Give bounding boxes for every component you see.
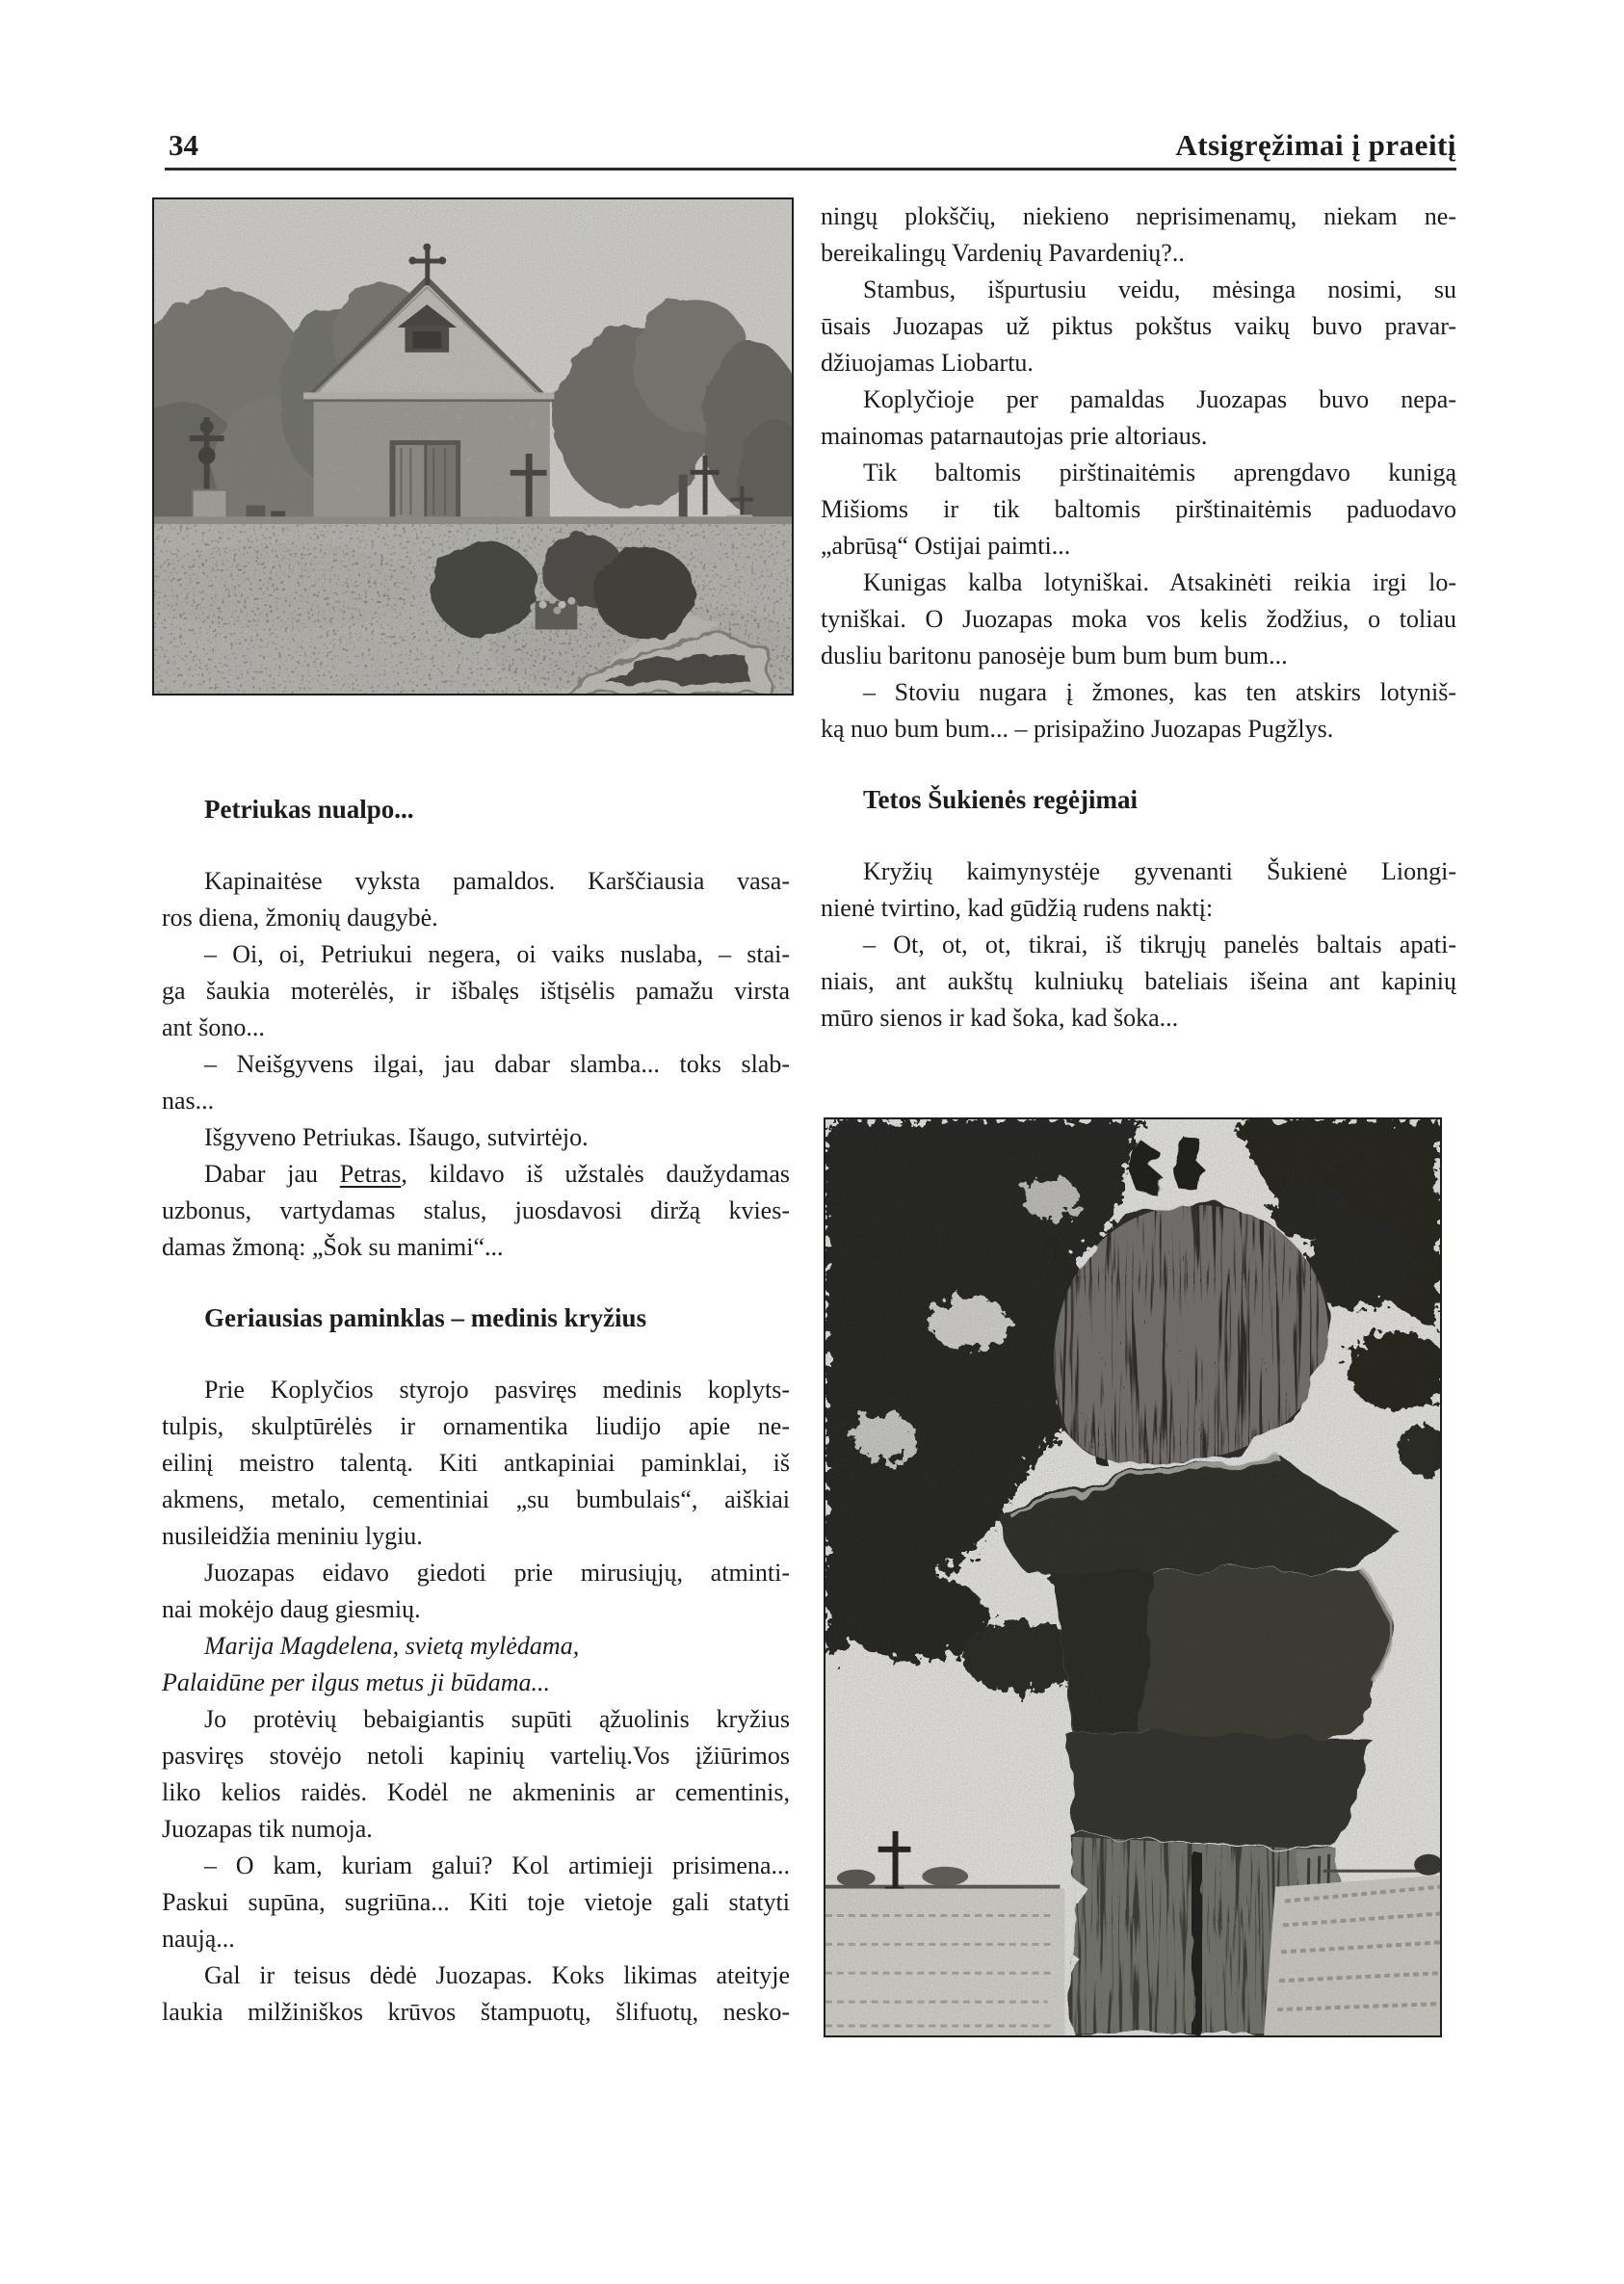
- section-heading: Geriausias paminklas – medinis kryžius: [204, 1303, 647, 1332]
- text-line: Koplyčioje per pamaldas Juozapas buvo nepa-: [863, 385, 1456, 413]
- text-line: Išgyveno Petriukas. Išaugo, sutvirtėjo.: [204, 1123, 589, 1151]
- text-line: Jo protėvių bebaigiantis supūti ąžuolinis kryžius: [204, 1705, 790, 1733]
- right-column: [821, 198, 1456, 1037]
- text-line: naują...: [162, 1925, 235, 1953]
- text-line: Juozapas tik numoja.: [162, 1815, 373, 1843]
- text-line: pasviręs stovėjo netoli kapinių vartelių.Vos įžiūrimos: [162, 1742, 790, 1770]
- page-number: 34: [169, 128, 198, 162]
- text-line: nusileidžia meniniu lygiu.: [162, 1522, 423, 1550]
- text-line: Tik baltomis pirštinaitėmis aprengdavo kunigą: [863, 459, 1456, 486]
- text-line: mūro sienos ir kad šoka, kad šoka...: [821, 1004, 1179, 1032]
- film-grain: [825, 1119, 1440, 2035]
- text-line: nas...: [162, 1087, 215, 1115]
- text-line: tyniškai. O Juozapas moka vos kelis žodžius, o toliau: [821, 605, 1456, 633]
- running-title: Atsigręžimai į praeitį: [1175, 128, 1456, 162]
- text-line: Juozapas eidavo giedoti prie mirusiųjų, atminti-: [204, 1559, 790, 1587]
- text-line: Gal ir teisus dėdė Juozapas. Koks likimas ateityje: [204, 1961, 790, 1989]
- text-line: ant šono...: [162, 1013, 265, 1041]
- chapel-cemetery-photo: [152, 197, 794, 696]
- text-line: bereikalingų Vardenių Pavardenių?..: [821, 239, 1185, 267]
- text-line: mainomas patarnautojas prie altoriaus.: [821, 422, 1208, 450]
- section-heading: Tetos Šukienės regėjimai: [863, 785, 1139, 814]
- text-line: [162, 1156, 790, 1193]
- text-line: nai mokėjo daug giesmių.: [162, 1595, 421, 1623]
- text-line: damas žmoną: „Šok su manimi“...: [162, 1233, 504, 1261]
- text-line: eilinį meistro talentą. Kiti antkapiniai paminklai, iš: [162, 1449, 790, 1477]
- text-line: Kapinaitėse vyksta pamaldos. Karščiausia vasa-: [204, 867, 790, 895]
- text-line: dusliu baritonu panosėje bum bum bum bum...: [821, 642, 1288, 669]
- text-line: Kunigas kalba lotyniškai. Atsakinėti reikia irgi lo-: [863, 568, 1456, 596]
- chapel-illustration: [154, 199, 792, 694]
- text-line: akmens, metalo, cementiniai „su bumbulais“, aiškiai: [162, 1485, 790, 1513]
- text-line: – Stoviu nugara į žmones, kas ten atskirs lotyniš-: [863, 678, 1456, 706]
- text-line: tulpis, skulptūrėlės ir ornamentika liudijo apie ne-: [162, 1412, 790, 1440]
- text-line: Kryžių kaimynystėje gyvenanti Šukienė Liongi-: [863, 857, 1456, 885]
- underlined-name: Petras: [339, 1160, 402, 1188]
- text-line: Paskui supūna, sugriūna... Kiti toje vietoje gali statyti: [162, 1888, 790, 1916]
- section-heading: Petriukas nualpo...: [204, 795, 414, 824]
- text-line: ūsais Juozapas už piktus pokštus vaikų buvo pravar-: [821, 312, 1456, 340]
- text-line: ros diena, žmonių daugybė.: [162, 904, 438, 932]
- text-segment: , kildavo iš užstalės daužydamas: [401, 1160, 790, 1188]
- film-grain: [154, 199, 792, 694]
- text-line: ga šaukia moterėlės, ir išbalęs ištįsėlis pamažu virsta: [162, 977, 790, 1005]
- text-line: laukia milžiniškos krūvos štampuotų, šlifuotų, nesko-: [162, 1998, 790, 2026]
- text-line: Palaidūne per ilgus metus ji būdama...: [162, 1668, 550, 1696]
- left-column: [162, 791, 790, 2031]
- text-segment: Dabar jau: [204, 1160, 340, 1188]
- text-line: niais, ant aukštų kulniukų bateliais išeina ant kapinių: [821, 967, 1456, 995]
- text-line: Marija Magdelena, svietą mylėdama,: [204, 1632, 580, 1660]
- text-line: nienė tvirtino, kad gūdžią rudens naktį:: [821, 894, 1214, 922]
- text-line: Stambus, išpurtusiu veidu, mėsinga nosimi, su: [863, 276, 1456, 303]
- wooden-cross-illustration: [825, 1119, 1440, 2035]
- wooden-cross-photo: [824, 1117, 1442, 2037]
- text-line: „abrūsą“ Ostijai paimti...: [821, 532, 1071, 560]
- text-line: Mišioms ir tik baltomis pirštinaitėmis paduodavo: [821, 495, 1456, 523]
- text-line: uzbonus, vartydamas stalus, juosdavosi diržą kvies-: [162, 1196, 790, 1224]
- header-rule: [165, 168, 1456, 171]
- text-line: ningų plokščių, niekieno neprisimenamų, niekam ne-: [821, 202, 1456, 230]
- text-line: ką nuo bum bum... – prisipažino Juozapas Pugžlys.: [821, 715, 1334, 743]
- text-line: – O kam, kuriam galui? Kol artimieji prisimena...: [204, 1851, 790, 1879]
- text-line: Prie Koplyčios styrojo pasviręs medinis koplyts-: [204, 1376, 790, 1404]
- text-line: liko kelios raidės. Kodėl ne akmeninis ar cementinis,: [162, 1778, 790, 1806]
- text-line: – Neišgyvens ilgai, jau dabar slamba... toks slab-: [204, 1050, 790, 1078]
- text-line: – Ot, ot, ot, tikrai, iš tikrųjų panelės baltais apati-: [863, 931, 1456, 958]
- text-line: – Oi, oi, Petriukui negera, oi vaiks nuslaba, – stai-: [204, 940, 790, 968]
- text-line: džiuojamas Liobartu.: [821, 349, 1034, 377]
